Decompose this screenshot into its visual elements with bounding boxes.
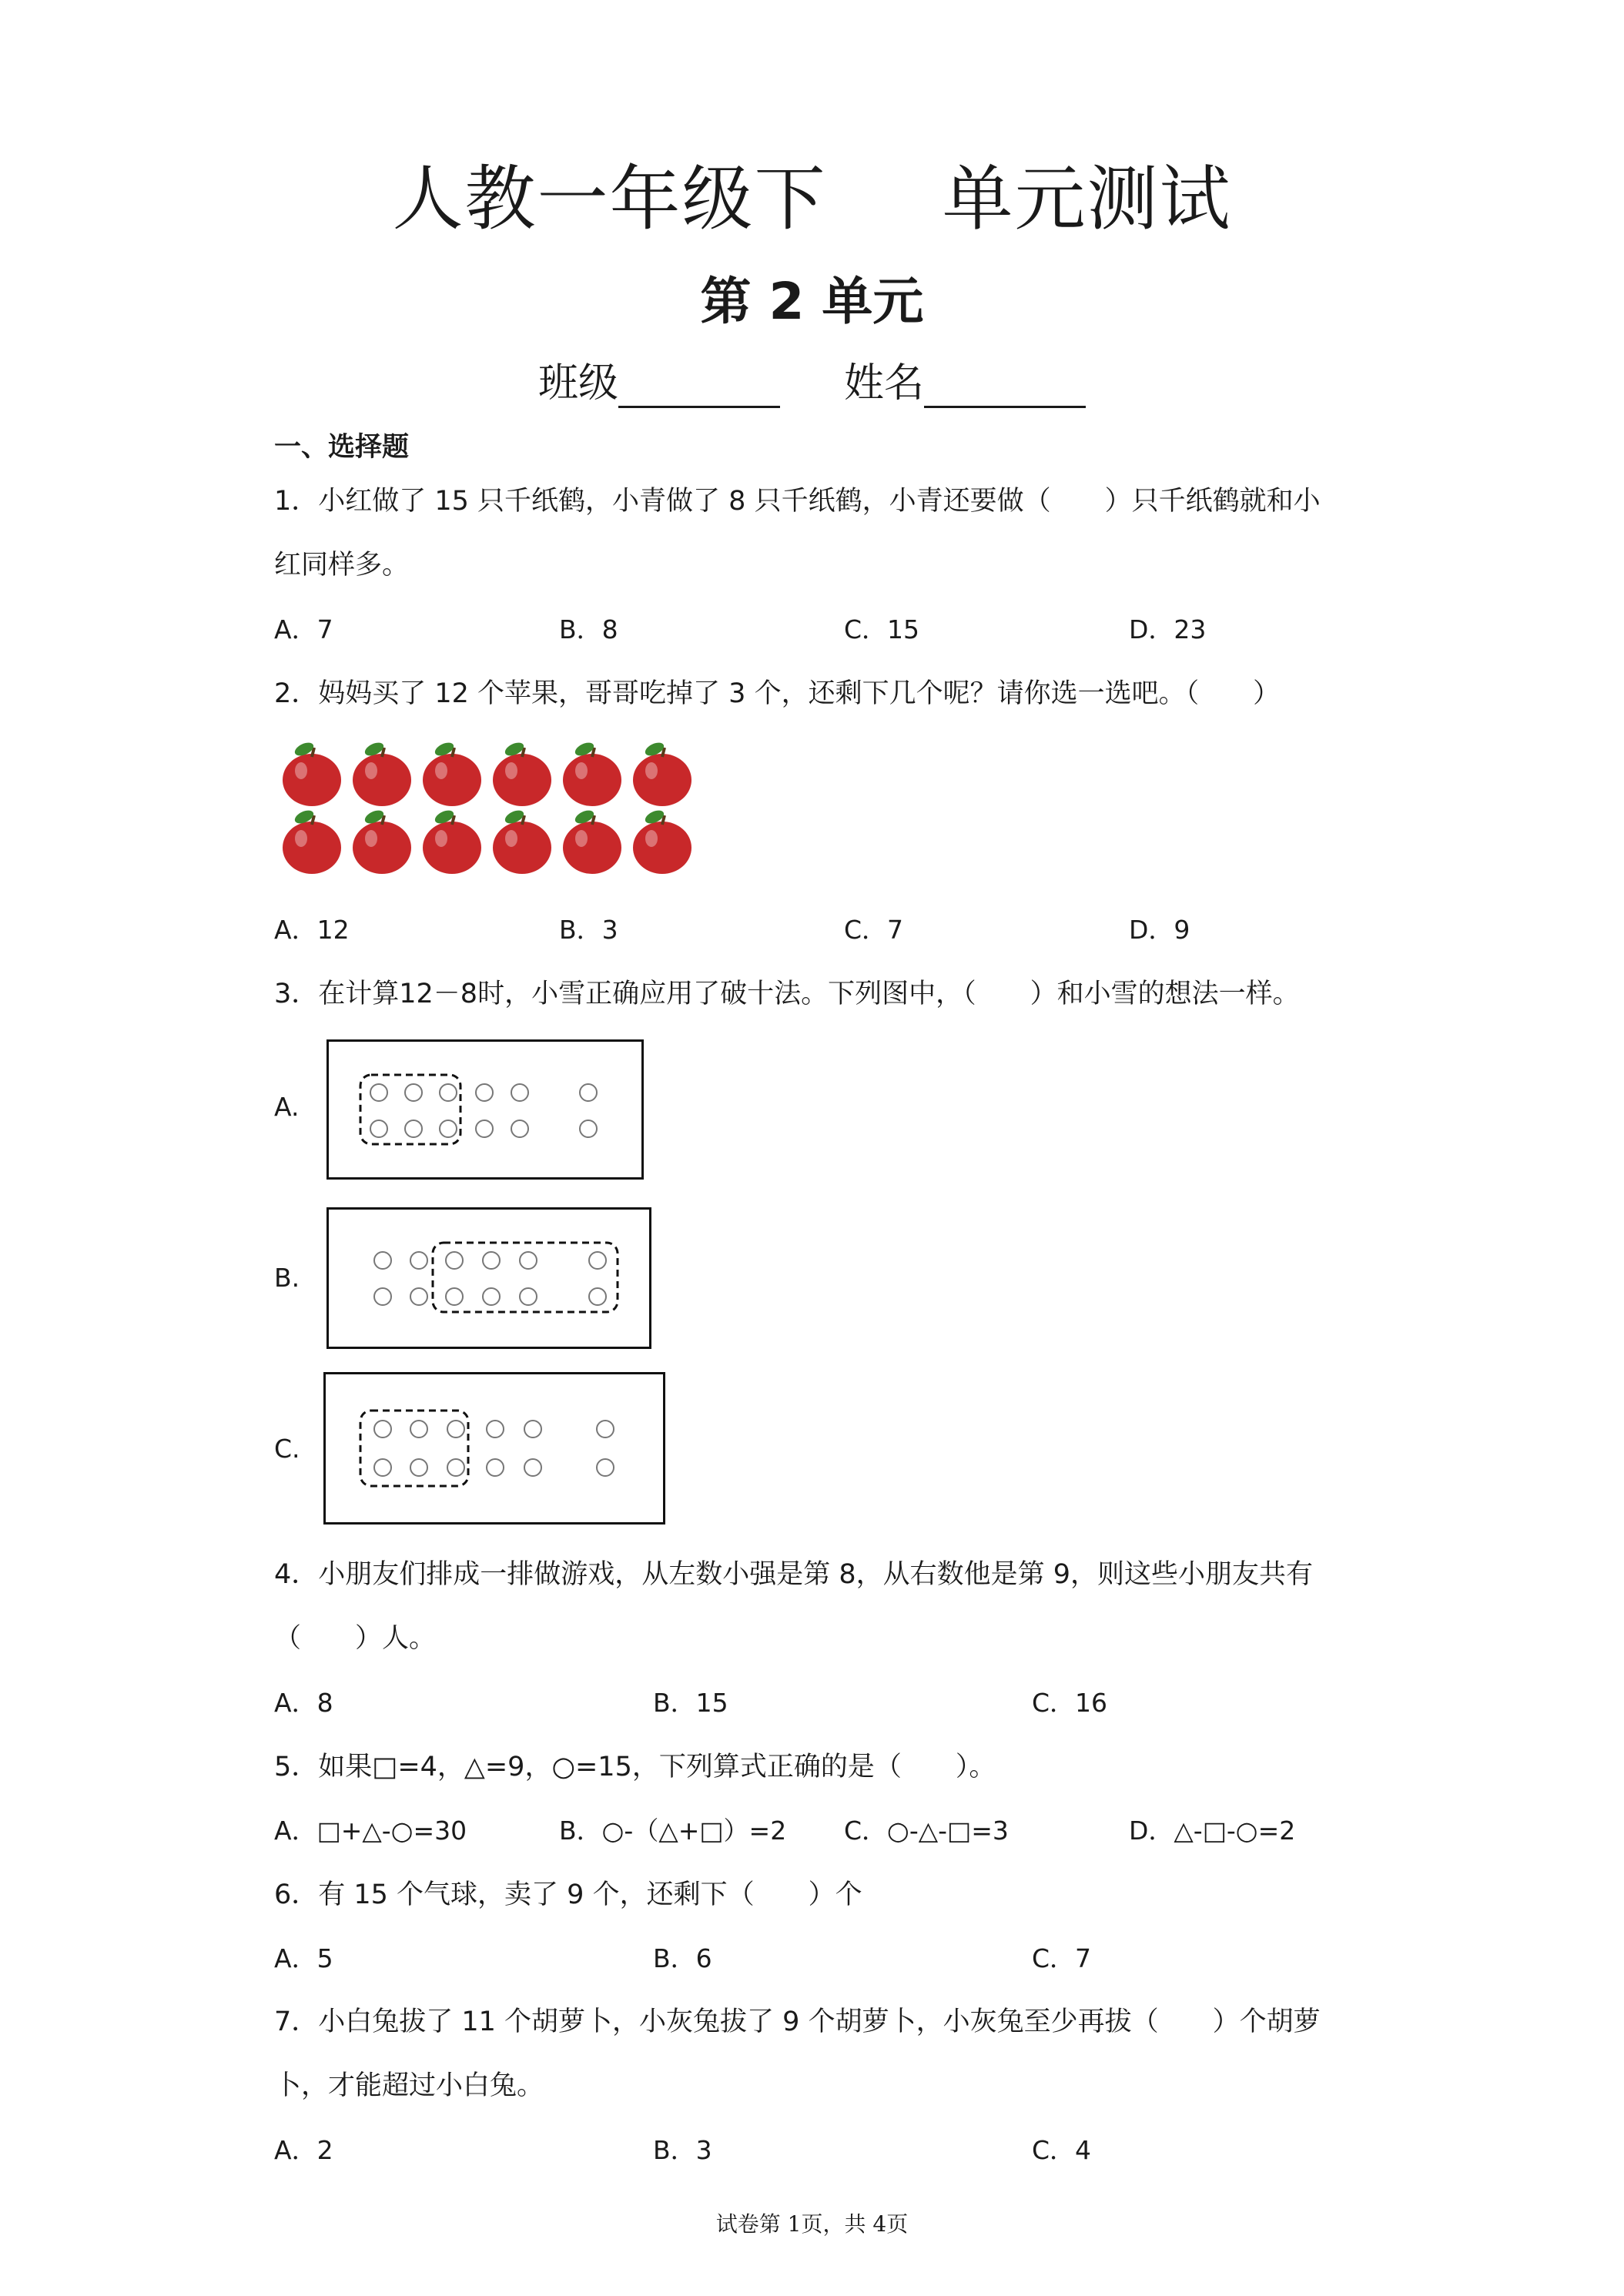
- q7-option-a[interactable]: A．2: [274, 2135, 333, 2165]
- section-title: 一、选择题: [274, 432, 410, 463]
- q2-option-a[interactable]: A．12: [274, 915, 350, 945]
- class-label: 班级: [537, 360, 618, 407]
- apple-icon: [633, 740, 691, 806]
- q5-option-d[interactable]: D．△-□-○=2: [1129, 1816, 1296, 1846]
- question-1-line1: 1．小红做了 15 只千纸鹤，小青做了 8 只千纸鹤，小青还要做（ ）只千纸鹤就和小: [274, 486, 1321, 517]
- student-info: [0, 350, 1624, 408]
- q5-option-c[interactable]: C．○-△-□=3: [844, 1816, 1009, 1846]
- q4-option-c[interactable]: C．16: [1032, 1688, 1108, 1718]
- q2-option-c[interactable]: C．7: [844, 915, 904, 945]
- q2-option-b[interactable]: B．3: [559, 915, 618, 945]
- question-4-line1: 4．小朋友们排成一排做游戏，从左数小强是第 8，从右数他是第 9，则这些小朋友共有: [274, 1559, 1314, 1590]
- q6-option-b[interactable]: B．6: [653, 1943, 712, 1973]
- question-7-line2: 卜，才能超过小白兔。: [274, 2070, 544, 2101]
- q3-option-a[interactable]: A.: [274, 1092, 300, 1122]
- apple-icon: [283, 808, 341, 874]
- q4-option-b[interactable]: B．15: [653, 1688, 728, 1718]
- q3-option-b[interactable]: B.: [274, 1263, 300, 1293]
- q2-option-d[interactable]: D．9: [1129, 915, 1190, 945]
- question-6: 6．有 15 个气球，卖了 9 个，还剩下（ ）个: [274, 1879, 862, 1910]
- q1-option-d[interactable]: D．23: [1129, 614, 1207, 644]
- q3-diagram-b[interactable]: [326, 1207, 651, 1349]
- question-5: 5．如果□=4，△=9，○=15，下列算式正确的是（ ）。: [274, 1752, 996, 1782]
- q5-option-b[interactable]: B．○-（△+□）=2: [559, 1816, 787, 1846]
- q6-option-a[interactable]: A．5: [274, 1943, 333, 1973]
- title-part2: 单元测试: [942, 158, 1232, 240]
- apple-icon: [353, 808, 411, 874]
- title-part1: 人教一年级下: [392, 158, 827, 240]
- apple-icon: [423, 808, 481, 874]
- q3-diagram-c[interactable]: [323, 1372, 665, 1525]
- question-4-line2: （ ）人。: [274, 1623, 437, 1654]
- apple-icon: [493, 808, 551, 874]
- apple-icon: [633, 808, 691, 874]
- q1-option-b[interactable]: B．8: [559, 614, 618, 644]
- q7-option-c[interactable]: C．4: [1032, 2135, 1092, 2165]
- page-footer: 试卷第 1页，共 4页: [715, 2211, 909, 2237]
- apple-icon: [563, 808, 621, 874]
- apple-icon: [423, 740, 481, 806]
- q6-option-c[interactable]: C．7: [1032, 1943, 1092, 1973]
- apples-image: [277, 735, 693, 874]
- apple-icon: [353, 740, 411, 806]
- name-label: 姓名: [844, 360, 925, 407]
- class-blank[interactable]: [618, 369, 780, 408]
- unit-title: 第 2 单元: [700, 272, 924, 331]
- question-1-line2: 红同样多。: [274, 550, 410, 581]
- q3-diagram-a[interactable]: [326, 1039, 644, 1180]
- question-2: 2．妈妈买了 12 个苹果，哥哥吃掉了 3 个，还剩下几个呢？请你选一选吧。（ ）: [274, 678, 1281, 709]
- apple-icon: [563, 740, 621, 806]
- question-7-line1: 7．小白兔拔了 11 个胡萝卜，小灰兔拔了 9 个胡萝卜，小灰兔至少再拔（ ）个胡萝: [274, 2006, 1321, 2037]
- apple-icon: [283, 740, 341, 806]
- q4-option-a[interactable]: A．8: [274, 1688, 333, 1718]
- q1-option-c[interactable]: C．15: [844, 614, 920, 644]
- question-3: 3．在计算12－8时，小雪正确应用了破十法。下列图中，（ ）和小雪的想法一样。: [274, 979, 1300, 1009]
- apple-icon: [493, 740, 551, 806]
- page-title: [0, 142, 1624, 244]
- name-blank[interactable]: [924, 369, 1086, 408]
- q7-option-b[interactable]: B．3: [653, 2135, 712, 2165]
- q5-option-a[interactable]: A．□+△-○=30: [274, 1816, 467, 1846]
- q1-option-a[interactable]: A．7: [274, 614, 333, 644]
- q3-option-c[interactable]: C.: [274, 1434, 300, 1464]
